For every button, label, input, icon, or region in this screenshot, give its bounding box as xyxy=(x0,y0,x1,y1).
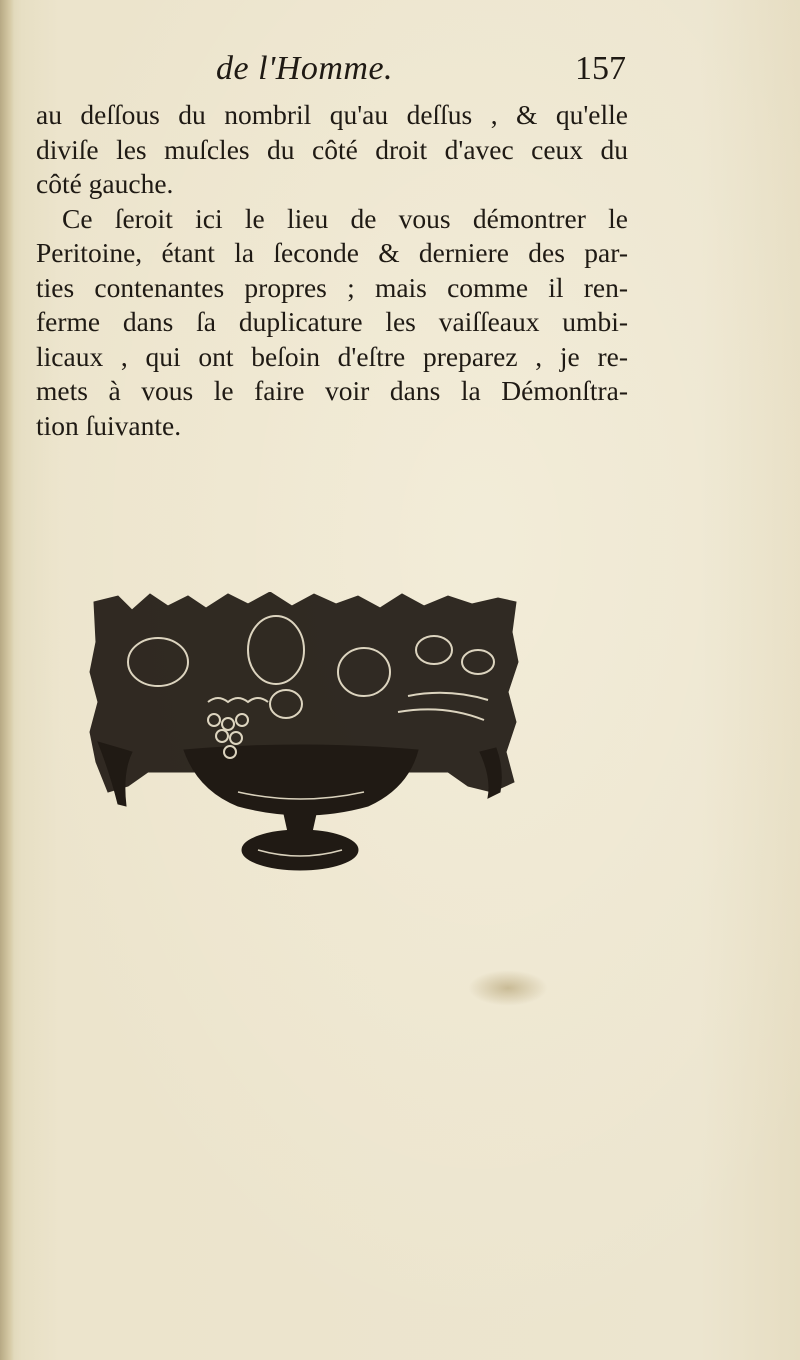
body-text xyxy=(36,98,628,443)
text-line: ties contenantes propres ; mais comme il ren- xyxy=(36,271,628,303)
fruit-bowl-woodcut-icon xyxy=(88,592,520,876)
page-number: 157 xyxy=(575,50,626,87)
text-line: côté gauche. xyxy=(36,168,174,199)
text-line: ferme dans ſa duplicature les vaiſſeaux umbi- xyxy=(36,306,628,337)
running-head xyxy=(36,50,626,96)
text-line: au deſſous du nombril qu'au deſſus , & qu'elle xyxy=(36,99,628,130)
text-line: diviſe les muſcles du côté droit d'avec ceux du xyxy=(36,133,628,165)
running-head-title: de l'Homme. xyxy=(216,50,394,87)
text-line: tion ſuivante. xyxy=(36,409,182,441)
text-line: Peritoine, étant la ſeconde & derniere des par- xyxy=(36,237,628,268)
paper-stain xyxy=(468,970,548,1006)
text-line: licaux , qui ont beſoin d'eſtre preparez , je re- xyxy=(36,340,628,372)
text-line: mets à vous le faire voir dans la Démonſtra- xyxy=(36,375,628,406)
paragraph-start-line: Ce ſeroit ici le lieu de vous démontrer le xyxy=(62,202,628,234)
page-gutter xyxy=(0,0,14,1360)
